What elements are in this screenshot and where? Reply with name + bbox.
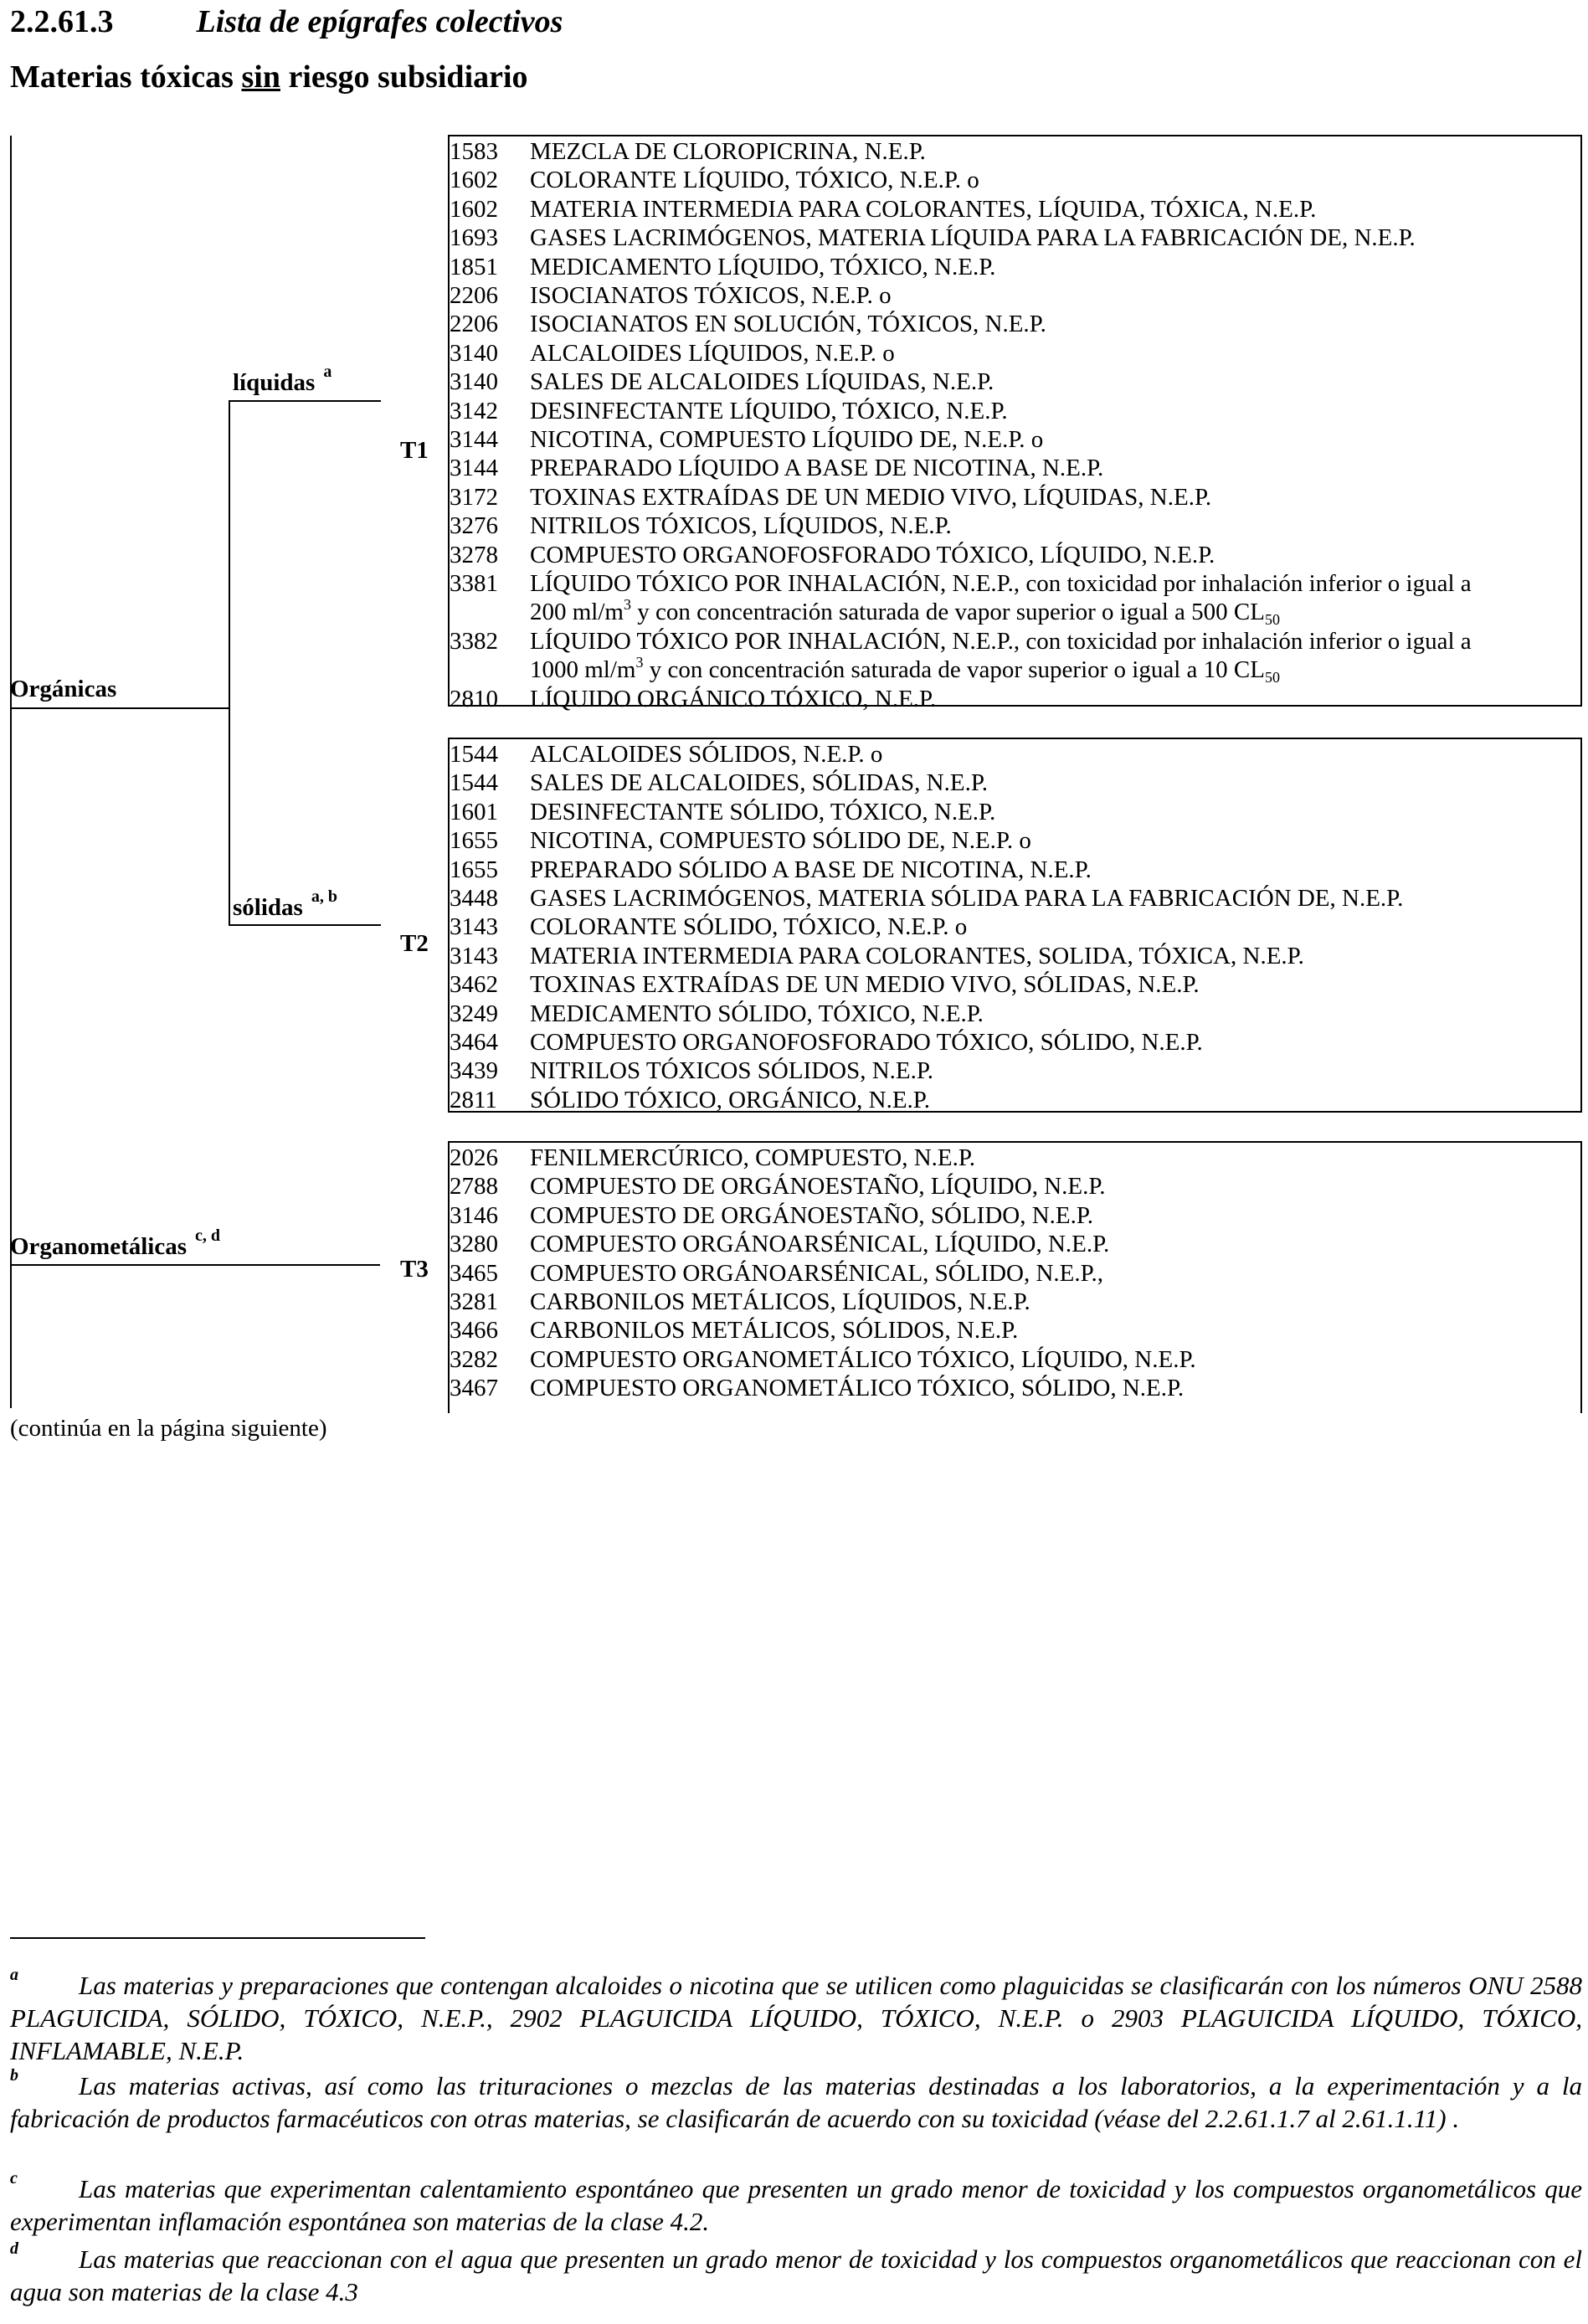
un-number: 3439 xyxy=(450,1057,498,1085)
entry-name: GASES LACRIMÓGENOS, MATERIA SÓLIDA PARA LA FABRICACIÓN DE, N.E.P. xyxy=(530,885,1404,912)
entry-name: COMPUESTO ORGANOFOSFORADO TÓXICO, SÓLIDO, N.E.P. xyxy=(530,1029,1203,1056)
un-number: 1544 xyxy=(450,769,498,797)
organicas-split-line xyxy=(229,400,230,924)
un-number: 3280 xyxy=(450,1231,498,1258)
entry-name: LÍQUIDO TÓXICO POR INHALACIÓN, N.E.P., con toxicidad por inhalación inferior o igual a xyxy=(530,570,1472,597)
entry-name: COMPUESTO ORGANOMETÁLICO TÓXICO, SÓLIDO, N.E.P. xyxy=(530,1375,1185,1402)
un-number: 3381 xyxy=(450,570,498,597)
t3-entries-box xyxy=(448,1141,1582,1413)
un-number: 3140 xyxy=(450,339,498,367)
un-number: 1693 xyxy=(450,224,498,252)
un-number: 3278 xyxy=(450,541,498,568)
un-number: 3282 xyxy=(450,1345,498,1373)
organometalicas-branch-line xyxy=(10,1264,380,1266)
entry-name: GASES LACRIMÓGENOS, MATERIA LÍQUIDA PARA LA FABRICACIÓN DE, N.E.P. xyxy=(530,224,1416,252)
entry-name: MATERIA INTERMEDIA PARA COLORANTES, SOLIDA, TÓXICA, N.E.P. xyxy=(530,942,1304,969)
un-number: 3276 xyxy=(450,512,498,540)
entry-name: COMPUESTO ORGÁNOARSÉNICAL, SÓLIDO, N.E.P., xyxy=(530,1259,1104,1287)
entry-name: CARBONILOS METÁLICOS, LÍQUIDOS, N.E.P. xyxy=(530,1288,1030,1315)
footnote-mark: b xyxy=(10,2066,18,2085)
t2-label: T2 xyxy=(400,930,429,957)
un-number: 3143 xyxy=(450,942,498,969)
entry-name: ALCALOIDES LÍQUIDOS, N.E.P. o xyxy=(530,339,895,367)
entry-name: ALCALOIDES SÓLIDOS, N.E.P. o xyxy=(530,741,883,768)
organicas-branch-line xyxy=(10,707,230,709)
tree-trunk-line xyxy=(10,136,12,1408)
entry-text: 200 ml/m xyxy=(530,599,624,626)
section-number: 2.2.61.3 xyxy=(10,4,114,39)
un-number: 1602 xyxy=(450,167,498,194)
entry-text: y con concentración saturada de vapor superior o igual a 10 CL xyxy=(643,656,1265,684)
un-number: 3144 xyxy=(450,455,498,482)
footnote-body: Las materias y preparaciones que contengan alcaloides o nicotina que se utilicen como plaguicidas se clasificarán con los números ONU 2588 PLAGUICIDA, SÓLIDO, TÓXICO, N.E.P., 2902 PLAGUICIDA LÍQUIDO, TÓXICO, N.E.P. o 2903 PLAGUICIDA LÍQUIDO, TÓXICO, INFLAMABLE, N.E.P. xyxy=(10,1971,1582,2065)
un-number: 2206 xyxy=(450,282,498,309)
footnote-text xyxy=(10,2243,1582,2308)
un-number: 3448 xyxy=(450,885,498,912)
organicas-label: Orgánicas xyxy=(10,676,117,702)
un-number: 2810 xyxy=(450,685,498,712)
solidas-label: sólidas $^{a, b}$ xyxy=(233,887,337,921)
entry-name: LÍQUIDO TÓXICO POR INHALACIÓN, N.E.P., con toxicidad por inhalación inferior o igual a xyxy=(530,627,1472,655)
footnote-separator xyxy=(10,1937,425,1939)
organometalicas-label: Organometálicas $^{c, d}$ xyxy=(10,1226,221,1260)
un-number: 3140 xyxy=(450,368,498,396)
entry-name: NICOTINA, COMPUESTO SÓLIDO DE, N.E.P. o xyxy=(530,827,1031,855)
entry-name: COMPUESTO ORGANOMETÁLICO TÓXICO, LÍQUIDO, N.E.P. xyxy=(530,1345,1196,1373)
un-number: 2788 xyxy=(450,1173,498,1201)
un-number: 3466 xyxy=(450,1317,498,1345)
un-number: 1851 xyxy=(450,253,498,280)
entry-text: y con concentración saturada de vapor superior o igual a 500 CL xyxy=(630,599,1265,626)
solidas-note: a, b xyxy=(311,887,337,906)
un-number: 3146 xyxy=(450,1201,498,1229)
entry-name: COLORANTE LÍQUIDO, TÓXICO, N.E.P. o xyxy=(530,167,979,194)
un-number: 3281 xyxy=(450,1288,498,1315)
entry-name: FENILMERCÚRICO, COMPUESTO, N.E.P. xyxy=(530,1144,976,1171)
entry-name: MEDICAMENTO SÓLIDO, TÓXICO, N.E.P. xyxy=(530,1000,984,1027)
footnote-text xyxy=(10,1969,1582,2067)
t3-label: T3 xyxy=(400,1256,429,1283)
footnote-mark: d xyxy=(10,2239,18,2258)
continued-note: (continúa en la página siguiente) xyxy=(10,1415,327,1442)
entry-text: 1000 ml/m xyxy=(530,656,636,684)
t1-entries-box xyxy=(448,135,1582,712)
entry-name: ISOCIANATOS TÓXICOS, N.E.P. o xyxy=(530,282,892,309)
entry-name: COMPUESTO DE ORGÁNOESTAÑO, SÓLIDO, N.E.P. xyxy=(530,1201,1094,1229)
entry-name: PREPARADO LÍQUIDO A BASE DE NICOTINA, N.E.P. xyxy=(530,455,1104,482)
entry-name: MEDICAMENTO LÍQUIDO, TÓXICO, N.E.P. xyxy=(530,253,996,280)
entry-name: ISOCIANATOS EN SOLUCIÓN, TÓXICOS, N.E.P. xyxy=(530,311,1046,338)
superscript: 3 xyxy=(623,596,631,614)
t1-label: T1 xyxy=(400,437,429,464)
entry-name-continued xyxy=(530,596,1280,629)
entry-name: MEZCLA DE CLOROPICRINA, N.E.P. xyxy=(530,138,926,165)
solidas-branch-line xyxy=(229,924,381,926)
un-number: 3382 xyxy=(450,627,498,655)
entry-name: MATERIA INTERMEDIA PARA COLORANTES, LÍQUIDA, TÓXICA, N.E.P. xyxy=(530,195,1317,223)
entry-name: LÍQUIDO ORGÁNICO TÓXICO, N.E.P. xyxy=(530,685,937,712)
entry-name: SALES DE ALCALOIDES, SÓLIDAS, N.E.P. xyxy=(530,769,989,797)
entry-name: NITRILOS TÓXICOS, LÍQUIDOS, N.E.P. xyxy=(530,512,952,540)
liquidas-note: a xyxy=(323,362,332,381)
subtitle: Materias tóxicas sin riesgo subsidiario xyxy=(10,59,528,95)
superscript: 3 xyxy=(635,654,644,671)
un-number: 3464 xyxy=(450,1029,498,1056)
entry-name: COMPUESTO DE ORGÁNOESTAÑO, LÍQUIDO, N.E.P. xyxy=(530,1173,1106,1201)
footnote-body: Las materias que reaccionan con el agua que presenten un grado menor de toxicidad y los compuestos organometálicos que reaccionan con el agua son materias de la clase 4.3 xyxy=(10,2244,1582,2306)
un-number: 3465 xyxy=(450,1259,498,1287)
footnote-text xyxy=(10,2069,1582,2135)
un-number: 3462 xyxy=(450,971,498,999)
entry-name: COLORANTE SÓLIDO, TÓXICO, N.E.P. o xyxy=(530,913,968,941)
section-heading xyxy=(10,3,563,40)
entry-name-continued xyxy=(530,654,1280,686)
liquidas-branch-line xyxy=(229,400,381,402)
un-number: 3249 xyxy=(450,1000,498,1027)
un-number: 2206 xyxy=(450,311,498,338)
entry-name: COMPUESTO ORGANOFOSFORADO TÓXICO, LÍQUIDO, N.E.P. xyxy=(530,541,1215,568)
entry-name: COMPUESTO ORGÁNOARSÉNICAL, LÍQUIDO, N.E.P. xyxy=(530,1231,1110,1258)
entry-name: TOXINAS EXTRAÍDAS DE UN MEDIO VIVO, LÍQUIDAS, N.E.P. xyxy=(530,483,1212,511)
entry-name: DESINFECTANTE SÓLIDO, TÓXICO, N.E.P. xyxy=(530,798,996,825)
entry-name: SÓLIDO TÓXICO, ORGÁNICO, N.E.P. xyxy=(530,1086,930,1113)
entry-name: TOXINAS EXTRAÍDAS DE UN MEDIO VIVO, SÓLIDAS, N.E.P. xyxy=(530,971,1200,999)
un-number: 2811 xyxy=(450,1086,497,1113)
organometalicas-note: c, d xyxy=(195,1226,221,1245)
footnote-body: Las materias activas, así como las trituraciones o mezclas de las materias destinadas a los laboratorios, a la experimentación y a la fabricación de productos farmacéuticos con otras materias, se clasificarán de acuerdo con su toxicidad (véase del 2.2.61.1.7 al 2.61.1.11) . xyxy=(10,2071,1582,2133)
un-number: 1544 xyxy=(450,741,498,768)
un-number: 3144 xyxy=(450,426,498,453)
un-number: 1583 xyxy=(450,138,498,165)
un-number: 3467 xyxy=(450,1375,498,1402)
entry-name: PREPARADO SÓLIDO A BASE DE NICOTINA, N.E.P. xyxy=(530,856,1092,883)
subscript: 50 xyxy=(1264,611,1280,629)
footnote-mark: a xyxy=(10,1966,18,1984)
un-number: 1655 xyxy=(450,827,498,855)
un-number: 1655 xyxy=(450,856,498,883)
un-number: 3142 xyxy=(450,397,498,424)
footnote-body: Las materias que experimentan calentamiento espontáneo que presenten un grado menor de toxicidad y los compuestos organometálicos que experimentan inflamación espontánea son materias de la clase 4.2. xyxy=(10,2174,1582,2236)
un-number: 3143 xyxy=(450,913,498,941)
entry-name: NITRILOS TÓXICOS SÓLIDOS, N.E.P. xyxy=(530,1057,934,1085)
entry-name: SALES DE ALCALOIDES LÍQUIDAS, N.E.P. xyxy=(530,368,994,396)
un-number: 1602 xyxy=(450,195,498,223)
footnote-text xyxy=(10,2172,1582,2238)
un-number: 3172 xyxy=(450,483,498,511)
un-number: 1601 xyxy=(450,798,498,825)
entry-name: NICOTINA, COMPUESTO LÍQUIDO DE, N.E.P. o xyxy=(530,426,1044,453)
footnote-mark: c xyxy=(10,2169,18,2188)
subscript: 50 xyxy=(1264,669,1280,686)
liquidas-label: líquidas $^a$ xyxy=(233,362,332,396)
entry-name: DESINFECTANTE LÍQUIDO, TÓXICO, N.E.P. xyxy=(530,397,1008,424)
un-number: 2026 xyxy=(450,1144,498,1171)
t2-entries-box xyxy=(448,738,1582,1113)
entry-name: CARBONILOS METÁLICOS, SÓLIDOS, N.E.P. xyxy=(530,1317,1019,1345)
section-title: Lista de epígrafes colectivos xyxy=(196,4,563,39)
